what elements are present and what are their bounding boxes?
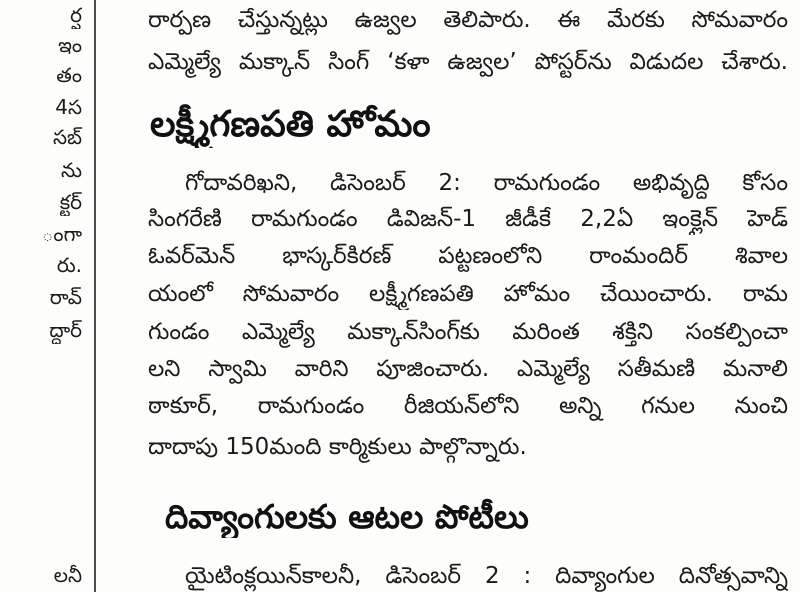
- article-line: ఎమ్మెల్యే మక్కాన్ సింగ్ ‘కళా ఉజ్వల’ పోస్టర్‌ను విడుదల చేశారు.: [148, 49, 788, 75]
- article-line: దాదాపు 150మంది కార్మికులు పాల్గొన్నారు.: [148, 434, 527, 460]
- article-line: గుండం ఎమ్మెల్యే మక్కాన్‌సింగ్‌కు మరింత శక్తిని సంకల్పించా: [148, 319, 788, 345]
- left-column-line: తం: [56, 63, 82, 87]
- article-line: లని స్వామి వారిని పూజించారు. ఎమ్మెల్యే సతీమణి మనాలి: [148, 356, 788, 382]
- article-line: గోదావరిఖని, డిసెంబర్ 2: రామగుండం అభివృద్ధి కోసం: [185, 170, 788, 196]
- left-column-line: ద్దార్: [49, 318, 82, 342]
- left-column-line: క్టర్: [59, 190, 82, 214]
- left-column-line: లనీ: [53, 563, 82, 587]
- left-column-line: ంగా: [41, 222, 82, 246]
- article-line: ఓవర్‌మెన్ భాస్కర్‌కిరణ్ పట్టణంలోని రాంమందిర్ శివాల: [148, 243, 788, 269]
- left-column-line: ర్ష: [70, 3, 82, 27]
- article-line: యైటింక్లయిన్‌కాలనీ, డిసెంబర్ 2 : దివ్యాంగుల దినోత్సవాన్ని: [185, 563, 788, 589]
- article-line: సింగరేణి రామగుండం డివిజన్-1 జీడీకే 2,2ఏ ఇంక్లైన్ హెడ్: [148, 206, 788, 232]
- article-heading: దివ్యాంగులకు ఆటల పోటీలు: [165, 497, 529, 536]
- article-line: యంలో సోమవారం లక్ష్మీగణపతి హోమం చేయించారు. రామ: [148, 281, 788, 307]
- left-column-line: రు.: [56, 253, 82, 277]
- left-column-line: ఇం: [58, 33, 82, 57]
- article-line: రార్పణ చేస్తున్నట్లు ఉజ్వల తెలిపారు. ఈ మేరకు సోమవారం: [148, 7, 788, 33]
- left-column-line: ను: [61, 158, 82, 182]
- left-column-line: సబ్: [52, 125, 82, 149]
- left-column-line: 4స: [55, 95, 82, 119]
- left-column-line: రావ్: [49, 285, 82, 309]
- article-heading: లక్ష్మీగణపతి హోమం: [150, 104, 431, 145]
- column-divider: [94, 0, 96, 592]
- article-line: ఠాకూర్, రామగుండం రీజియన్‌లోని అన్ని గనుల నుంచి: [148, 393, 788, 419]
